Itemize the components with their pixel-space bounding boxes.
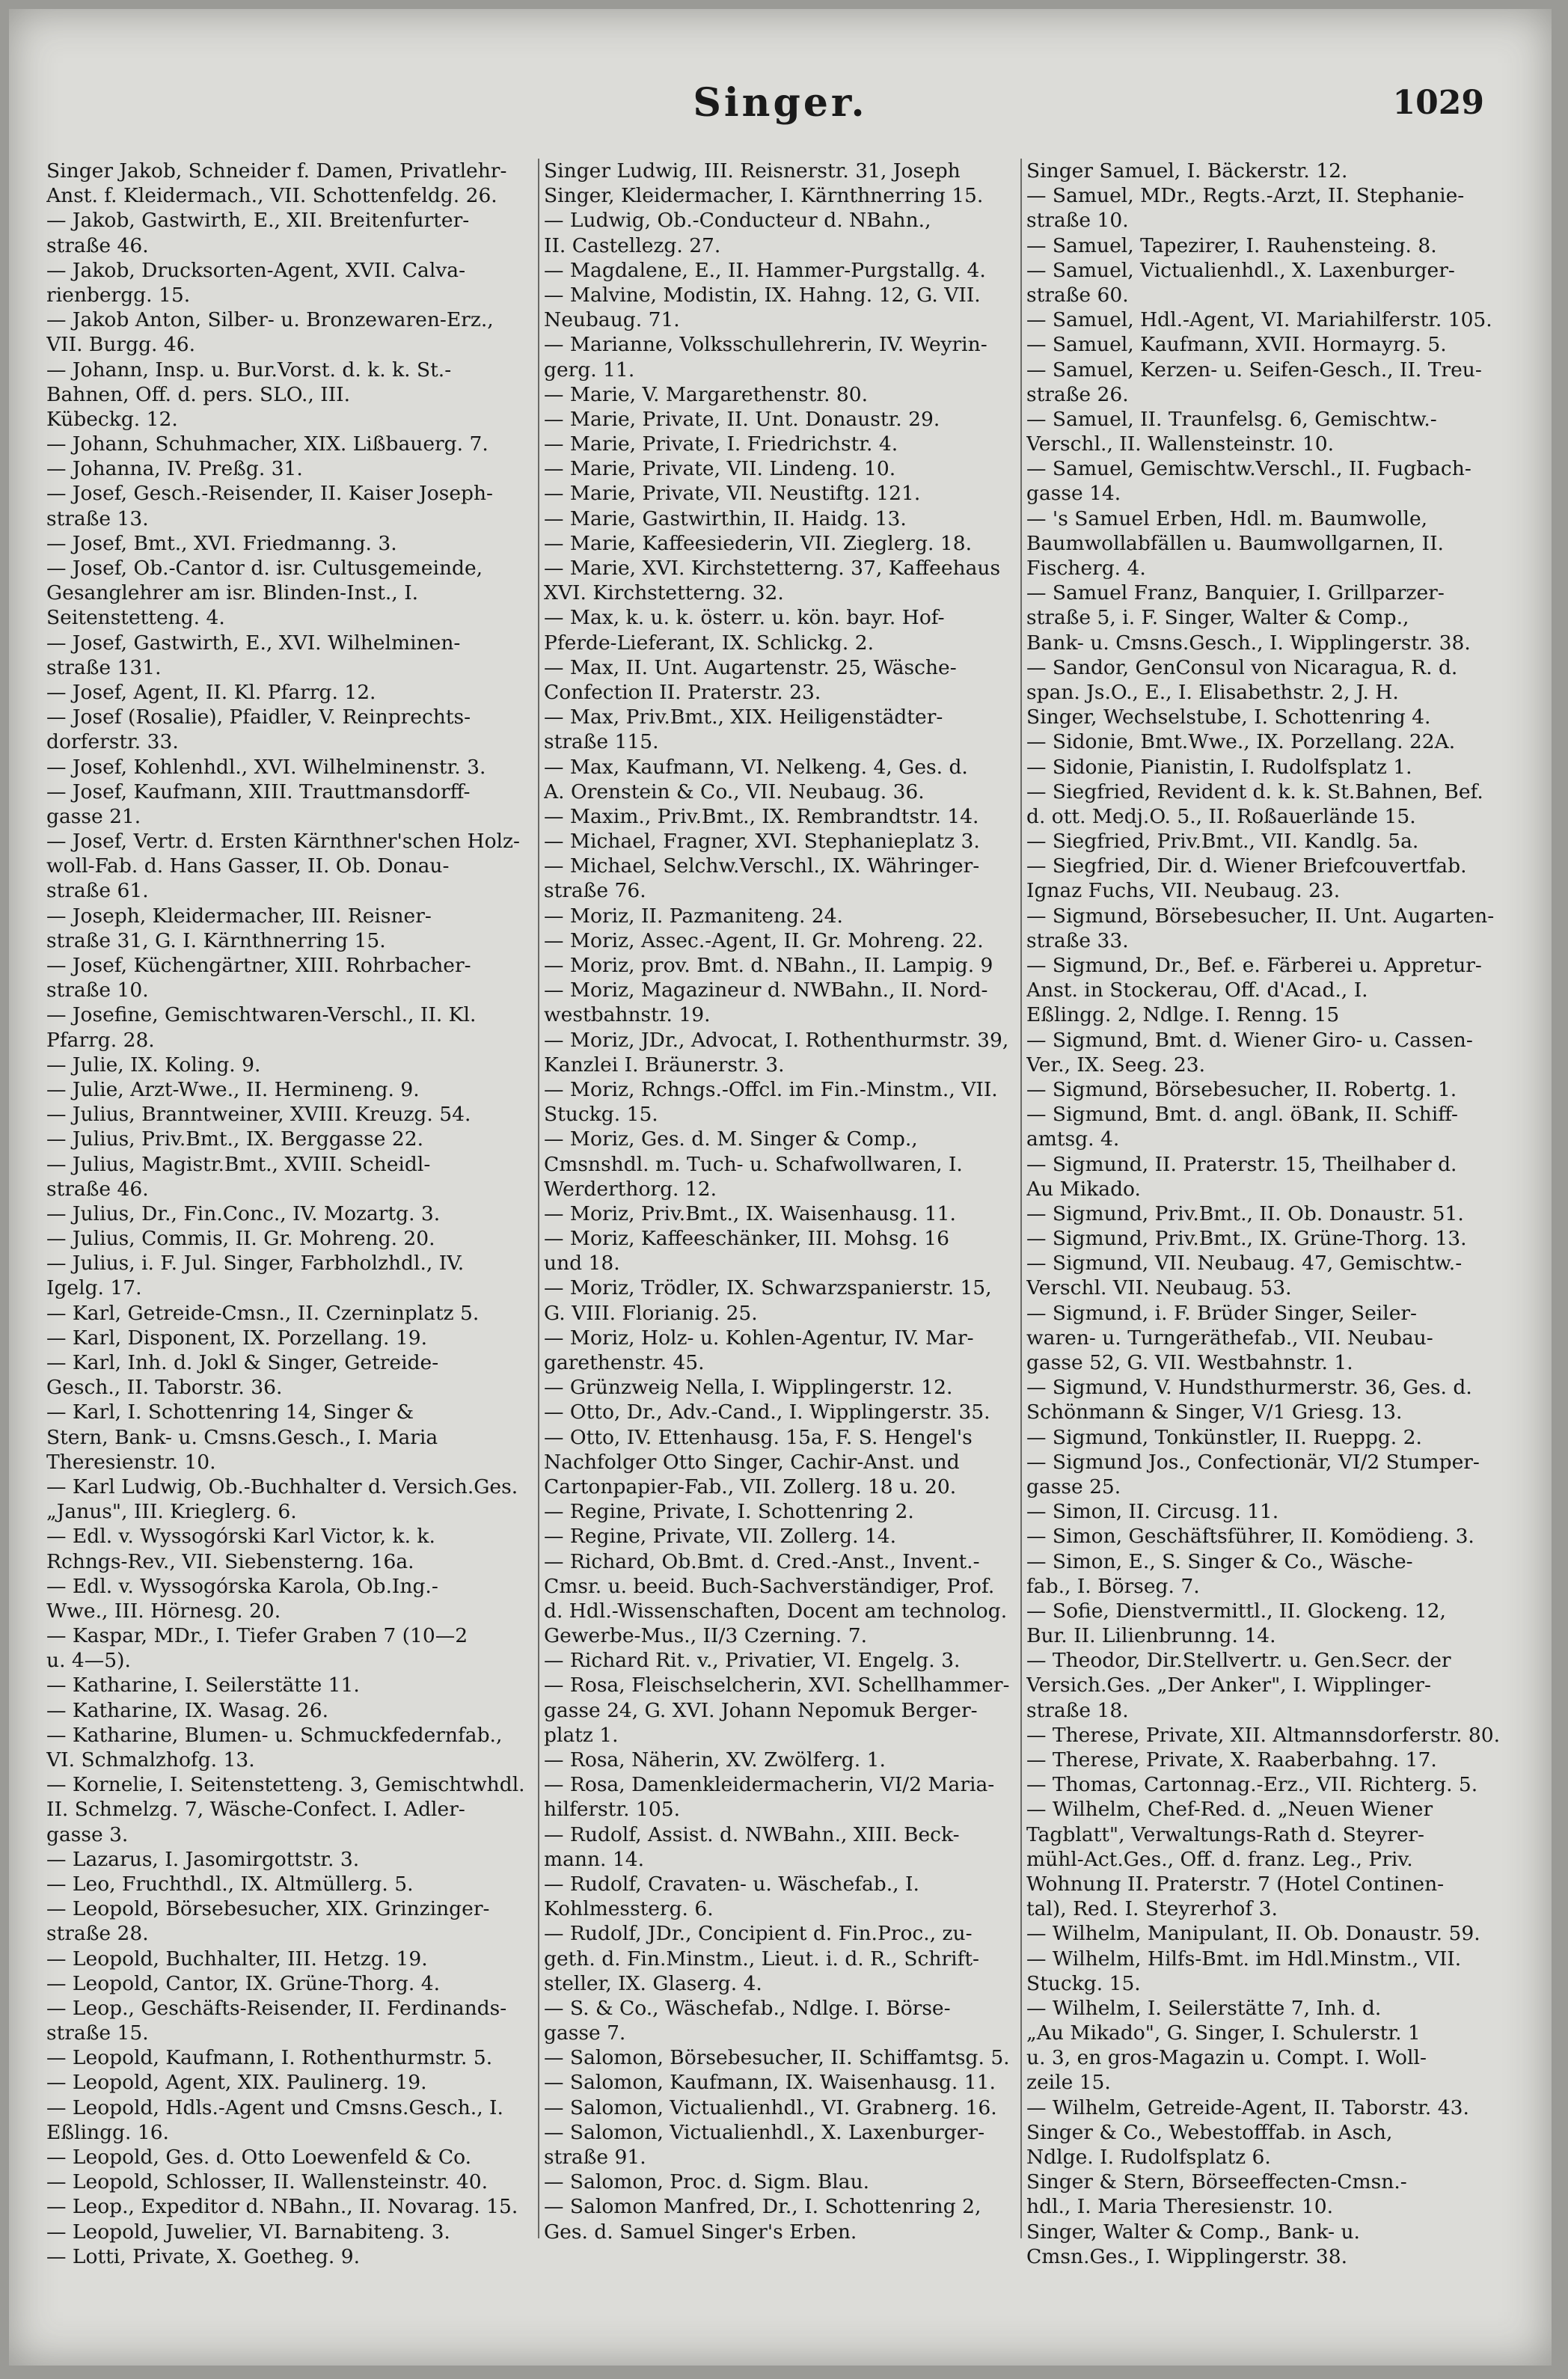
directory-entry-line: westbahnstr. 19. bbox=[544, 1003, 711, 1027]
directory-entry-line: — Josef, Vertr. d. Ersten Kärnthner'schen Holz- bbox=[46, 830, 520, 854]
directory-entry-line: Singer Samuel, I. Bäckerstr. 12. bbox=[1026, 159, 1348, 183]
directory-entry-line: — Rosa, Näherin, XV. Zwölferg. 1. bbox=[544, 1748, 886, 1772]
directory-entry-line: — Moriz, JDr., Advocat, I. Rothenthurmstr. 39, bbox=[544, 1028, 1009, 1052]
directory-entry-line: — Rudolf, JDr., Concipient d. Fin.Proc., zu- bbox=[544, 1922, 973, 1946]
directory-entry-line: — S. & Co., Wäschefab., Ndlge. I. Börse- bbox=[544, 1996, 951, 2020]
directory-entry-line: — Josef, Kohlenhdl., XVI. Wilhelminenstr. 3. bbox=[46, 755, 486, 779]
directory-entry-line: — Katharine, Blumen- u. Schmuckfedernfab., bbox=[46, 1723, 503, 1747]
directory-entry-line: Wohnung II. Praterstr. 7 (Hotel Continen- bbox=[1026, 1872, 1445, 1896]
directory-entry-line: Singer, Walter & Comp., Bank- u. bbox=[1026, 2220, 1360, 2244]
directory-entry-line: — 's Samuel Erben, Hdl. m. Baumwolle, bbox=[1026, 506, 1428, 530]
directory-entry-line: tal), Red. I. Steyrerhof 3. bbox=[1026, 1897, 1278, 1921]
directory-entry-line: straße 26. bbox=[1026, 382, 1129, 406]
directory-entry-line: — Michael, Fragner, XVI. Stephanieplatz 3. bbox=[544, 830, 980, 854]
directory-entry-line: — Leopold, Schlosser, II. Wallensteinstr. 40. bbox=[46, 2170, 489, 2194]
directory-entry-line: — Ludwig, Ob.-Conducteur d. NBahn., bbox=[544, 209, 931, 233]
directory-entry-line: — Sigmund, i. F. Brüder Singer, Seiler- bbox=[1026, 1301, 1418, 1325]
directory-entry-line: — Moriz, Kaffeeschänker, III. Mohsg. 16 bbox=[544, 1227, 950, 1251]
directory-entry-line: Ges. d. Samuel Singer's Erben. bbox=[544, 2220, 857, 2244]
directory-entry-line: — Salomon, Kaufmann, IX. Waisenhausg. 11. bbox=[544, 2071, 996, 2095]
directory-entry-line: Singer Ludwig, III. Reisnerstr. 31, Joseph bbox=[544, 159, 961, 183]
directory-entry-line: — Siegfried, Revident d. k. k. St.Bahnen, Bef. bbox=[1026, 780, 1483, 803]
directory-entry-line: — Moriz, II. Pazmaniteng. 24. bbox=[544, 904, 843, 928]
directory-entry-line: — Simon, Geschäftsführer, II. Komödieng. 3. bbox=[1026, 1525, 1474, 1549]
directory-entry-line: — Kaspar, MDr., I. Tiefer Graben 7 (10—2 bbox=[46, 1624, 468, 1648]
directory-entry-line: Ver., IX. Seeg. 23. bbox=[1026, 1053, 1206, 1077]
directory-entry-line: — Karl, Getreide-Cmsn., II. Czerninplatz 5. bbox=[46, 1301, 480, 1325]
directory-entry-line: — Leopold, Ges. d. Otto Loewenfeld & Co. bbox=[46, 2146, 472, 2169]
directory-entry-line: zeile 15. bbox=[1026, 2071, 1111, 2095]
directory-entry-line: gasse 14. bbox=[1026, 482, 1121, 506]
directory-entry-line: — Marie, Gastwirthin, II. Haidg. 13. bbox=[544, 506, 907, 530]
directory-entry-line: — Kornelie, I. Seitenstetteng. 3, Gemischtwhdl. bbox=[46, 1773, 525, 1797]
directory-entry-line: — Samuel, Gemischtw.Verschl., II. Fugbach- bbox=[1026, 457, 1471, 481]
directory-entry-line: Stuckg. 15. bbox=[1026, 1971, 1141, 1995]
directory-entry-line: — Marie, Private, II. Unt. Donaustr. 29. bbox=[544, 407, 940, 431]
directory-entry-line: — Grünzweig Nella, I. Wipplingerstr. 12. bbox=[544, 1376, 953, 1400]
directory-entry-line: — Lazarus, I. Jasomirgottstr. 3. bbox=[46, 1847, 360, 1871]
directory-entry-line: u. 4—5). bbox=[46, 1649, 131, 1673]
directory-entry-line: — Leopold, Buchhalter, III. Hetzg. 19. bbox=[46, 1947, 428, 1971]
directory-entry-line: straße 13. bbox=[46, 506, 149, 530]
directory-entry-line: — Maxim., Priv.Bmt., IX. Rembrandtstr. 14. bbox=[544, 804, 979, 828]
directory-entry-line: — Moriz, Rchngs.-Offcl. im Fin.-Minstm., VII. bbox=[544, 1077, 998, 1101]
directory-entry-line: Cmsnshdl. m. Tuch- u. Schafwollwaren, I. bbox=[544, 1152, 963, 1176]
directory-entry-line: „Janus", III. Krieglerg. 6. bbox=[46, 1500, 297, 1524]
directory-entry-line: — Sigmund, V. Hundsthurmerstr. 36, Ges. d. bbox=[1026, 1376, 1472, 1400]
directory-entry-line: Bahnen, Off. d. pers. SLO., III. bbox=[46, 382, 351, 406]
directory-entry-line: — Regine, Private, VII. Zollerg. 14. bbox=[544, 1525, 897, 1549]
directory-entry-line: — Edl. v. Wyssogórska Karola, Ob.Ing.- bbox=[46, 1574, 438, 1598]
directory-entry-line: straße 15. bbox=[46, 2021, 149, 2045]
directory-entry-line: straße 31, G. I. Kärnthnerring 15. bbox=[46, 928, 386, 952]
directory-entry-line: Bank- u. Cmsns.Gesch., I. Wipplingerstr. 38. bbox=[1026, 631, 1471, 655]
directory-entry-line: Singer & Stern, Börseeffecten-Cmsn.- bbox=[1026, 2170, 1407, 2194]
directory-entry-line: Stern, Bank- u. Cmsns.Gesch., I. Maria bbox=[46, 1425, 438, 1449]
directory-entry-line: — Edl. v. Wyssogórski Karl Victor, k. k. bbox=[46, 1525, 435, 1549]
directory-entry-line: Bur. II. Lilienbrunng. 14. bbox=[1026, 1624, 1276, 1648]
directory-entry-line: — Jakob, Drucksorten-Agent, XVII. Calva- bbox=[46, 258, 466, 282]
directory-entry-line: — Lotti, Private, X. Goetheg. 9. bbox=[46, 2244, 361, 2268]
directory-entry-line: — Leopold, Juwelier, VI. Barnabiteng. 3. bbox=[46, 2220, 450, 2244]
directory-entry-line: — Jakob, Gastwirth, E., XII. Breitenfurter- bbox=[46, 209, 470, 233]
directory-entry-line: — Marie, V. Margarethenstr. 80. bbox=[544, 382, 869, 406]
directory-entry-line: Singer & Co., Webestofffab. in Asch, bbox=[1026, 2120, 1393, 2144]
directory-entry-line: mühl-Act.Ges., Off. d. franz. Leg., Priv. bbox=[1026, 1847, 1413, 1871]
directory-entry-line: — Josef, Küchengärtner, XIII. Rohrbacher- bbox=[46, 954, 471, 977]
directory-entry-line: — Moriz, prov. Bmt. d. NBahn., II. Lampig. 9 bbox=[544, 954, 993, 977]
directory-entry-line: Eßlingg. 2, Ndlge. I. Renng. 15 bbox=[1026, 1003, 1340, 1027]
directory-column-3 bbox=[1026, 159, 1513, 2269]
directory-entry-line: — Wilhelm, Getreide-Agent, II. Taborstr. 43. bbox=[1026, 2095, 1469, 2119]
directory-entry-line: Gewerbe-Mus., II/3 Czerning. 7. bbox=[544, 1624, 867, 1648]
directory-entry-line: straße 91. bbox=[544, 2146, 646, 2169]
directory-entry-line: — Joseph, Kleidermacher, III. Reisner- bbox=[46, 904, 432, 928]
directory-entry-line: Seitenstetteng. 4. bbox=[46, 606, 225, 630]
directory-entry-line: — Salomon, Börsebesucher, II. Schiffamtsg. 5. bbox=[544, 2046, 1010, 2070]
directory-entry-line: — Marianne, Volksschullehrerin, IV. Weyrin- bbox=[544, 333, 987, 357]
directory-entry-line: Verschl., II. Wallensteinstr. 10. bbox=[1026, 432, 1334, 456]
directory-entry-line: — Magdalene, E., II. Hammer-Purgstallg. 4. bbox=[544, 258, 986, 282]
directory-entry-line: — Julie, IX. Koling. 9. bbox=[46, 1053, 261, 1077]
directory-entry-line: Kübeckg. 12. bbox=[46, 407, 178, 431]
directory-entry-line: — Samuel, MDr., Regts.-Arzt, II. Stephanie- bbox=[1026, 184, 1465, 208]
directory-entry-line: Ndlge. I. Rudolfsplatz 6. bbox=[1026, 2146, 1271, 2169]
directory-entry-line: waren- u. Turngeräthefab., VII. Neubau- bbox=[1026, 1326, 1433, 1350]
directory-entry-line: — Marie, Private, VII. Lindeng. 10. bbox=[544, 457, 896, 481]
directory-entry-line: Baumwollabfällen u. Baumwollgarnen, II. bbox=[1026, 531, 1444, 555]
directory-entry-line: straße 33. bbox=[1026, 928, 1129, 952]
directory-entry-line: Neubaug. 71. bbox=[544, 308, 680, 332]
directory-entry-line: — Otto, IV. Ettenhausg. 15a, F. S. Hengel's bbox=[544, 1425, 973, 1449]
directory-entry-line: — Max, Priv.Bmt., XIX. Heiligenstädter- bbox=[544, 705, 943, 729]
directory-entry-line: Anst. f. Kleidermach., VII. Schottenfeldg. 26. bbox=[46, 184, 497, 208]
directory-entry-line: — Simon, II. Circusg. 11. bbox=[1026, 1500, 1279, 1524]
directory-entry-line: straße 131. bbox=[46, 655, 162, 679]
directory-entry-line: — Sigmund Jos., Confectionär, VI/2 Stumper- bbox=[1026, 1450, 1480, 1474]
directory-entry-line: — Josef, Ob.-Cantor d. isr. Cultusgemeinde, bbox=[46, 557, 483, 580]
directory-entry-line: — Sigmund, II. Praterstr. 15, Theilhaber d. bbox=[1026, 1152, 1457, 1176]
directory-entry-line: span. Js.O., E., I. Elisabethstr. 2, J. H. bbox=[1026, 680, 1399, 704]
directory-entry-line: gasse 21. bbox=[46, 804, 141, 828]
directory-entry-line: straße 61. bbox=[46, 879, 149, 903]
directory-entry-line: „Au Mikado", G. Singer, I. Schulerstr. 1 bbox=[1026, 2021, 1421, 2045]
directory-entry-line: — Marie, Private, VII. Neustiftg. 121. bbox=[544, 482, 921, 506]
directory-entry-line: Theresienstr. 10. bbox=[46, 1450, 216, 1474]
directory-entry-line: — Marie, XVI. Kirchstetterng. 37, Kaffeehaus bbox=[544, 557, 1001, 580]
directory-entry-line: — Sigmund, Tonkünstler, II. Rueppg. 2. bbox=[1026, 1425, 1422, 1449]
directory-entry-line: — Leop., Expeditor d. NBahn., II. Novarag. 15. bbox=[46, 2195, 518, 2219]
directory-entry-line: — Josef, Gastwirth, E., XVI. Wilhelminen- bbox=[46, 631, 461, 655]
directory-entry-line: straße 10. bbox=[1026, 209, 1129, 233]
directory-entry-line: straße 60. bbox=[1026, 283, 1129, 307]
directory-entry-line: II. Schmelzg. 7, Wäsche-Confect. I. Adler- bbox=[46, 1798, 465, 1822]
directory-entry-line: — Moriz, Trödler, IX. Schwarzspanierstr. 15, bbox=[544, 1276, 992, 1300]
directory-entry-line: — Leop., Geschäfts-Reisender, II. Ferdinands- bbox=[46, 1996, 507, 2020]
directory-entry-line: — Moriz, Holz- u. Kohlen-Agentur, IV. Mar- bbox=[544, 1326, 974, 1350]
directory-entry-line: — Leo, Fruchthdl., IX. Altmüllerg. 5. bbox=[46, 1872, 414, 1896]
directory-entry-line: — Salomon, Victualienhdl., VI. Grabnerg. 16. bbox=[544, 2095, 997, 2119]
directory-entry-line: gasse 24, G. XVI. Johann Nepomuk Berger- bbox=[544, 1698, 978, 1722]
directory-entry-line: Cmsn.Ges., I. Wipplingerstr. 38. bbox=[1026, 2244, 1348, 2268]
directory-entry-line: VII. Burgg. 46. bbox=[46, 333, 196, 357]
directory-entry-line: fab., I. Börseg. 7. bbox=[1026, 1574, 1200, 1598]
directory-entry-line: — Therese, Private, XII. Altmannsdorferstr. 80. bbox=[1026, 1723, 1501, 1747]
directory-entry-line: — Max, Kaufmann, VI. Nelkeng. 4, Ges. d. bbox=[544, 755, 968, 779]
directory-entry-line: — Richard Rit. v., Privatier, VI. Engelg. 3. bbox=[544, 1649, 961, 1673]
directory-entry-line: — Sigmund, Börsebesucher, II. Robertg. 1. bbox=[1026, 1077, 1457, 1101]
directory-entry-line: geth. d. Fin.Minstm., Lieut. i. d. R., Schrift- bbox=[544, 1947, 979, 1971]
directory-entry-line: Kohlmessterg. 6. bbox=[544, 1897, 714, 1921]
running-title: Singer. bbox=[693, 80, 868, 126]
directory-entry-line: — Regine, Private, I. Schottenring 2. bbox=[544, 1500, 914, 1524]
directory-entry-line: u. 3, en gros-Magazin u. Compt. I. Woll- bbox=[1026, 2046, 1427, 2070]
directory-entry-line: — Moriz, Assec.-Agent, II. Gr. Mohreng. 22. bbox=[544, 928, 984, 952]
directory-entry-line: — Sigmund, Bmt. d. Wiener Giro- u. Cassen- bbox=[1026, 1028, 1473, 1052]
directory-entry-line: gasse 52, G. VII. Westbahnstr. 1. bbox=[1026, 1351, 1353, 1374]
directory-entry-line: II. Castellezg. 27. bbox=[544, 233, 721, 257]
page-number: 1029 bbox=[1392, 84, 1484, 122]
directory-entry-line: — Karl, Disponent, IX. Porzellang. 19. bbox=[46, 1326, 428, 1350]
directory-entry-line: gasse 7. bbox=[544, 2021, 626, 2045]
directory-entry-line: — Salomon Manfred, Dr., I. Schottenring 2, bbox=[544, 2195, 981, 2219]
directory-entry-line: hdl., I. Maria Theresienstr. 10. bbox=[1026, 2195, 1333, 2219]
directory-entry-line: Eßlingg. 16. bbox=[46, 2120, 169, 2144]
directory-entry-line: — Josefine, Gemischtwaren-Verschl., II. Kl. bbox=[46, 1003, 477, 1027]
directory-entry-line: Singer, Wechselstube, I. Schottenring 4. bbox=[1026, 705, 1431, 729]
directory-entry-line: — Sigmund, Börsebesucher, II. Unt. Augarten- bbox=[1026, 904, 1495, 928]
directory-entry-line: — Samuel, Hdl.-Agent, VI. Mariahilferstr. 105. bbox=[1026, 308, 1492, 332]
directory-page bbox=[9, 9, 1552, 2366]
directory-entry-line: und 18. bbox=[544, 1252, 620, 1276]
directory-entry-line: — Therese, Private, X. Raaberbahng. 17. bbox=[1026, 1748, 1437, 1772]
directory-entry-line: amtsg. 4. bbox=[1026, 1127, 1120, 1151]
directory-entry-line: garethenstr. 45. bbox=[544, 1351, 705, 1374]
directory-entry-line: — Josef, Kaufmann, XIII. Trauttmansdorff- bbox=[46, 780, 471, 803]
directory-entry-line: — Siegfried, Dir. d. Wiener Briefcouvertfab. bbox=[1026, 854, 1467, 878]
directory-entry-line: — Sigmund, VII. Neubaug. 47, Gemischtw.- bbox=[1026, 1252, 1463, 1276]
directory-entry-line: — Leopold, Agent, XIX. Paulinerg. 19. bbox=[46, 2071, 427, 2095]
directory-column-2 bbox=[544, 159, 1030, 2244]
directory-entry-line: — Samuel, Kaufmann, XVII. Hormayrg. 5. bbox=[1026, 333, 1447, 357]
directory-entry-line: — Johann, Schuhmacher, XIX. Lißbauerg. 7. bbox=[46, 432, 489, 456]
directory-entry-line: dorferstr. 33. bbox=[46, 730, 179, 754]
column-divider bbox=[538, 159, 539, 2238]
directory-entry-line: — Wilhelm, Manipulant, II. Ob. Donaustr. 59. bbox=[1026, 1922, 1480, 1946]
directory-entry-line: Anst. in Stockerau, Off. d'Acad., I. bbox=[1026, 979, 1368, 1002]
directory-entry-line: — Karl, I. Schottenring 14, Singer & bbox=[46, 1400, 414, 1424]
directory-entry-line: steller, IX. Glaserg. 4. bbox=[544, 1971, 762, 1995]
directory-entry-line: — Leopold, Cantor, IX. Grüne-Thorg. 4. bbox=[46, 1971, 441, 1995]
directory-entry-line: Ignaz Fuchs, VII. Neubaug. 23. bbox=[1026, 879, 1341, 903]
directory-entry-line: Au Mikado. bbox=[1026, 1177, 1141, 1201]
directory-entry-line: — Julie, Arzt-Wwe., II. Hermineng. 9. bbox=[46, 1077, 420, 1101]
directory-entry-line: straße 46. bbox=[46, 1177, 149, 1201]
directory-entry-line: A. Orenstein & Co., VII. Neubaug. 36. bbox=[544, 780, 925, 803]
directory-entry-line: — Johann, Insp. u. Bur.Vorst. d. k. k. St.- bbox=[46, 358, 452, 382]
column-divider bbox=[1020, 159, 1022, 2238]
directory-entry-line: — Samuel, Victualienhdl., X. Laxenburger- bbox=[1026, 258, 1455, 282]
directory-entry-line: Nachfolger Otto Singer, Cachir-Anst. und bbox=[544, 1450, 960, 1474]
directory-entry-line: — Leopold, Kaufmann, I. Rothenthurmstr. 5. bbox=[46, 2046, 493, 2070]
directory-entry-line: — Moriz, Ges. d. M. Singer & Comp., bbox=[544, 1127, 918, 1151]
directory-entry-line: — Sigmund, Dr., Bef. e. Färberei u. Appretur- bbox=[1026, 954, 1482, 977]
directory-entry-line: — Marie, Kaffeesiederin, VII. Zieglerg. 18. bbox=[544, 531, 973, 555]
directory-entry-line: Kanzlei I. Bräunerstr. 3. bbox=[544, 1053, 785, 1077]
directory-entry-line: — Julius, i. F. Jul. Singer, Farbholzhdl., IV. bbox=[46, 1252, 465, 1276]
directory-entry-line: platz 1. bbox=[544, 1723, 619, 1747]
directory-entry-line: — Siegfried, Priv.Bmt., VII. Kandlg. 5a. bbox=[1026, 830, 1419, 854]
directory-entry-line: — Samuel, Tapezirer, I. Rauhensteing. 8. bbox=[1026, 233, 1437, 257]
directory-entry-line: Singer Jakob, Schneider f. Damen, Privatlehr- bbox=[46, 159, 507, 183]
directory-entry-line: Pfarrg. 28. bbox=[46, 1028, 155, 1052]
directory-entry-line: — Leopold, Hdls.-Agent und Cmsns.Gesch., I. bbox=[46, 2095, 503, 2119]
directory-entry-line: — Josef, Agent, II. Kl. Pfarrg. 12. bbox=[46, 680, 376, 704]
directory-entry-line: Gesanglehrer am isr. Blinden-Inst., I. bbox=[46, 581, 419, 605]
directory-entry-line: XVI. Kirchstetterng. 32. bbox=[544, 581, 784, 605]
directory-entry-line: — Salomon, Proc. d. Sigm. Blau. bbox=[544, 2170, 870, 2194]
directory-entry-line: straße 76. bbox=[544, 879, 646, 903]
directory-entry-line: Schönmann & Singer, V/1 Griesg. 13. bbox=[1026, 1400, 1403, 1424]
directory-entry-line: — Julius, Priv.Bmt., IX. Berggasse 22. bbox=[46, 1127, 424, 1151]
directory-entry-line: — Rosa, Damenkleidermacherin, VI/2 Maria- bbox=[544, 1773, 995, 1797]
directory-entry-line: gasse 3. bbox=[46, 1822, 129, 1846]
directory-entry-line: — Josef (Rosalie), Pfaidler, V. Reinprechts- bbox=[46, 705, 471, 729]
directory-entry-line: — Sidonie, Bmt.Wwe., IX. Porzellang. 22A. bbox=[1026, 730, 1456, 754]
directory-entry-line: Gesch., II. Taborstr. 36. bbox=[46, 1376, 283, 1400]
directory-entry-line: straße 18. bbox=[1026, 1698, 1129, 1722]
directory-entry-line: — Julius, Magistr.Bmt., XVIII. Scheidl- bbox=[46, 1152, 431, 1176]
directory-entry-line: d. Hdl.-Wissenschaften, Docent am technolog. bbox=[544, 1599, 1008, 1623]
directory-entry-line: — Samuel, Kerzen- u. Seifen-Gesch., II. Treu- bbox=[1026, 358, 1482, 382]
directory-entry-line: — Michael, Selchw.Verschl., IX. Währinger- bbox=[544, 854, 980, 878]
directory-entry-line: — Josef, Bmt., XVI. Friedmanng. 3. bbox=[46, 531, 397, 555]
directory-entry-line: Verschl. VII. Neubaug. 53. bbox=[1026, 1276, 1292, 1300]
directory-entry-line: — Salomon, Victualienhdl., X. Laxenburger- bbox=[544, 2120, 985, 2144]
directory-entry-line: — Sidonie, Pianistin, I. Rudolfsplatz 1. bbox=[1026, 755, 1412, 779]
directory-entry-line: Pferde-Lieferant, IX. Schlickg. 2. bbox=[544, 631, 875, 655]
directory-entry-line: G. VIII. Florianig. 25. bbox=[544, 1301, 758, 1325]
directory-entry-line: — Max, k. u. k. österr. u. kön. bayr. Hof- bbox=[544, 606, 945, 630]
directory-entry-line: — Thomas, Cartonnag.-Erz., VII. Richterg. 5. bbox=[1026, 1773, 1478, 1797]
directory-entry-line: — Simon, E., S. Singer & Co., Wäsche- bbox=[1026, 1549, 1413, 1573]
directory-entry-line: — Rudolf, Assist. d. NWBahn., XIII. Beck- bbox=[544, 1822, 960, 1846]
directory-entry-line: — Katharine, IX. Wasag. 26. bbox=[46, 1698, 329, 1722]
directory-entry-line: — Otto, Dr., Adv.-Cand., I. Wipplingerstr. 35. bbox=[544, 1400, 990, 1424]
directory-entry-line: — Samuel, II. Traunfelsg. 6, Gemischtw.- bbox=[1026, 407, 1437, 431]
directory-entry-line: — Sigmund, Bmt. d. angl. öBank, II. Schiff- bbox=[1026, 1103, 1459, 1127]
directory-entry-line: — Julius, Branntweiner, XVIII. Kreuzg. 54. bbox=[46, 1103, 471, 1127]
directory-entry-line: — Julius, Dr., Fin.Conc., IV. Mozartg. 3. bbox=[46, 1201, 441, 1225]
directory-entry-line: rienbergg. 15. bbox=[46, 283, 191, 307]
directory-entry-line: hilferstr. 105. bbox=[544, 1798, 681, 1822]
directory-entry-line: straße 115. bbox=[544, 730, 659, 754]
directory-entry-line: Cmsr. u. beeid. Buch-Sachverständiger, Prof. bbox=[544, 1574, 995, 1598]
directory-entry-line: straße 5, i. F. Singer, Walter & Comp., bbox=[1026, 606, 1409, 630]
directory-entry-line: — Katharine, I. Seilerstätte 11. bbox=[46, 1674, 360, 1697]
directory-entry-line: — Karl, Inh. d. Jokl & Singer, Getreide- bbox=[46, 1351, 439, 1374]
page-header bbox=[9, 9, 1552, 159]
directory-entry-line: — Samuel Franz, Banquier, I. Grillparzer- bbox=[1026, 581, 1445, 605]
directory-entry-line: — Leopold, Börsebesucher, XIX. Grinzinger- bbox=[46, 1897, 490, 1921]
directory-entry-line: Werderthorg. 12. bbox=[544, 1177, 717, 1201]
directory-entry-line: Stuckg. 15. bbox=[544, 1103, 658, 1127]
directory-entry-line: — Wilhelm, Hilfs-Bmt. im Hdl.Minstm., VII. bbox=[1026, 1947, 1462, 1971]
directory-entry-line: — Wilhelm, I. Seilerstätte 7, Inh. d. bbox=[1026, 1996, 1382, 2020]
directory-entry-line: — Johanna, IV. Preßg. 31. bbox=[46, 457, 303, 481]
directory-entry-line: — Malvine, Modistin, IX. Hahng. 12, G. VII. bbox=[544, 283, 981, 307]
directory-entry-line: Rchngs-Rev., VII. Siebensterng. 16a. bbox=[46, 1549, 414, 1573]
directory-column-1 bbox=[46, 159, 533, 2269]
directory-entry-line: Fischerg. 4. bbox=[1026, 557, 1146, 580]
directory-entry-line: gerg. 11. bbox=[544, 358, 635, 382]
directory-entry-line: straße 10. bbox=[46, 979, 149, 1002]
directory-entry-line: Cartonpapier-Fab., VII. Zollerg. 18 u. 20. bbox=[544, 1475, 957, 1498]
directory-entry-line: — Sandor, GenConsul von Nicaragua, R. d. bbox=[1026, 655, 1458, 679]
directory-entry-line: — Moriz, Priv.Bmt., IX. Waisenhausg. 11. bbox=[544, 1201, 956, 1225]
directory-entry-line: — Richard, Ob.Bmt. d. Cred.-Anst., Invent.- bbox=[544, 1549, 980, 1573]
directory-entry-line: — Julius, Commis, II. Gr. Mohreng. 20. bbox=[46, 1227, 435, 1251]
directory-entry-line: Tagblatt", Verwaltungs-Rath d. Steyrer- bbox=[1026, 1822, 1425, 1846]
directory-entry-line: Confection II. Praterstr. 23. bbox=[544, 680, 821, 704]
directory-entry-line: straße 28. bbox=[46, 1922, 149, 1946]
directory-entry-line: woll-Fab. d. Hans Gasser, II. Ob. Donau- bbox=[46, 854, 450, 878]
directory-entry-line: VI. Schmalzhofg. 13. bbox=[46, 1748, 255, 1772]
directory-entry-line: d. ott. Medj.O. 5., II. Roßauerlände 15. bbox=[1026, 804, 1416, 828]
directory-entry-line: — Rudolf, Cravaten- u. Wäschefab., I. bbox=[544, 1872, 919, 1896]
directory-entry-line: — Josef, Gesch.-Reisender, II. Kaiser Joseph- bbox=[46, 482, 494, 506]
directory-entry-line: — Theodor, Dir.Stellvertr. u. Gen.Secr. der bbox=[1026, 1649, 1451, 1673]
directory-entry-line: gasse 25. bbox=[1026, 1475, 1121, 1498]
directory-entry-line: — Rosa, Fleischselcherin, XVI. Schellhammer- bbox=[544, 1674, 1010, 1697]
directory-entry-line: — Sigmund, Priv.Bmt., IX. Grüne-Thorg. 13. bbox=[1026, 1227, 1467, 1251]
directory-entry-line: — Max, II. Unt. Augartenstr. 25, Wäsche- bbox=[544, 655, 957, 679]
directory-entry-line: — Wilhelm, Chef-Red. d. „Neuen Wiener bbox=[1026, 1798, 1433, 1822]
directory-entry-line: straße 46. bbox=[46, 233, 149, 257]
directory-entry-line: Wwe., III. Hörnesg. 20. bbox=[46, 1599, 281, 1623]
directory-entry-line: — Moriz, Magazineur d. NWBahn., II. Nord- bbox=[544, 979, 988, 1002]
directory-entry-line: — Jakob Anton, Silber- u. Bronzewaren-Erz., bbox=[46, 308, 494, 332]
directory-entry-line: — Sigmund, Priv.Bmt., II. Ob. Donaustr. 51. bbox=[1026, 1201, 1464, 1225]
directory-entry-line: — Marie, Private, I. Friedrichstr. 4. bbox=[544, 432, 898, 456]
directory-entry-line: Versich.Ges. „Der Anker", I. Wipplinger- bbox=[1026, 1674, 1431, 1697]
directory-entry-line: mann. 14. bbox=[544, 1847, 645, 1871]
directory-entry-line: — Sofie, Dienstvermittl., II. Glockeng. 12, bbox=[1026, 1599, 1446, 1623]
directory-entry-line: Singer, Kleidermacher, I. Kärnthnerring 15. bbox=[544, 184, 984, 208]
directory-entry-line: — Karl Ludwig, Ob.-Buchhalter d. Versich.Ges. bbox=[46, 1475, 518, 1498]
directory-entry-line: Igelg. 17. bbox=[46, 1276, 142, 1300]
